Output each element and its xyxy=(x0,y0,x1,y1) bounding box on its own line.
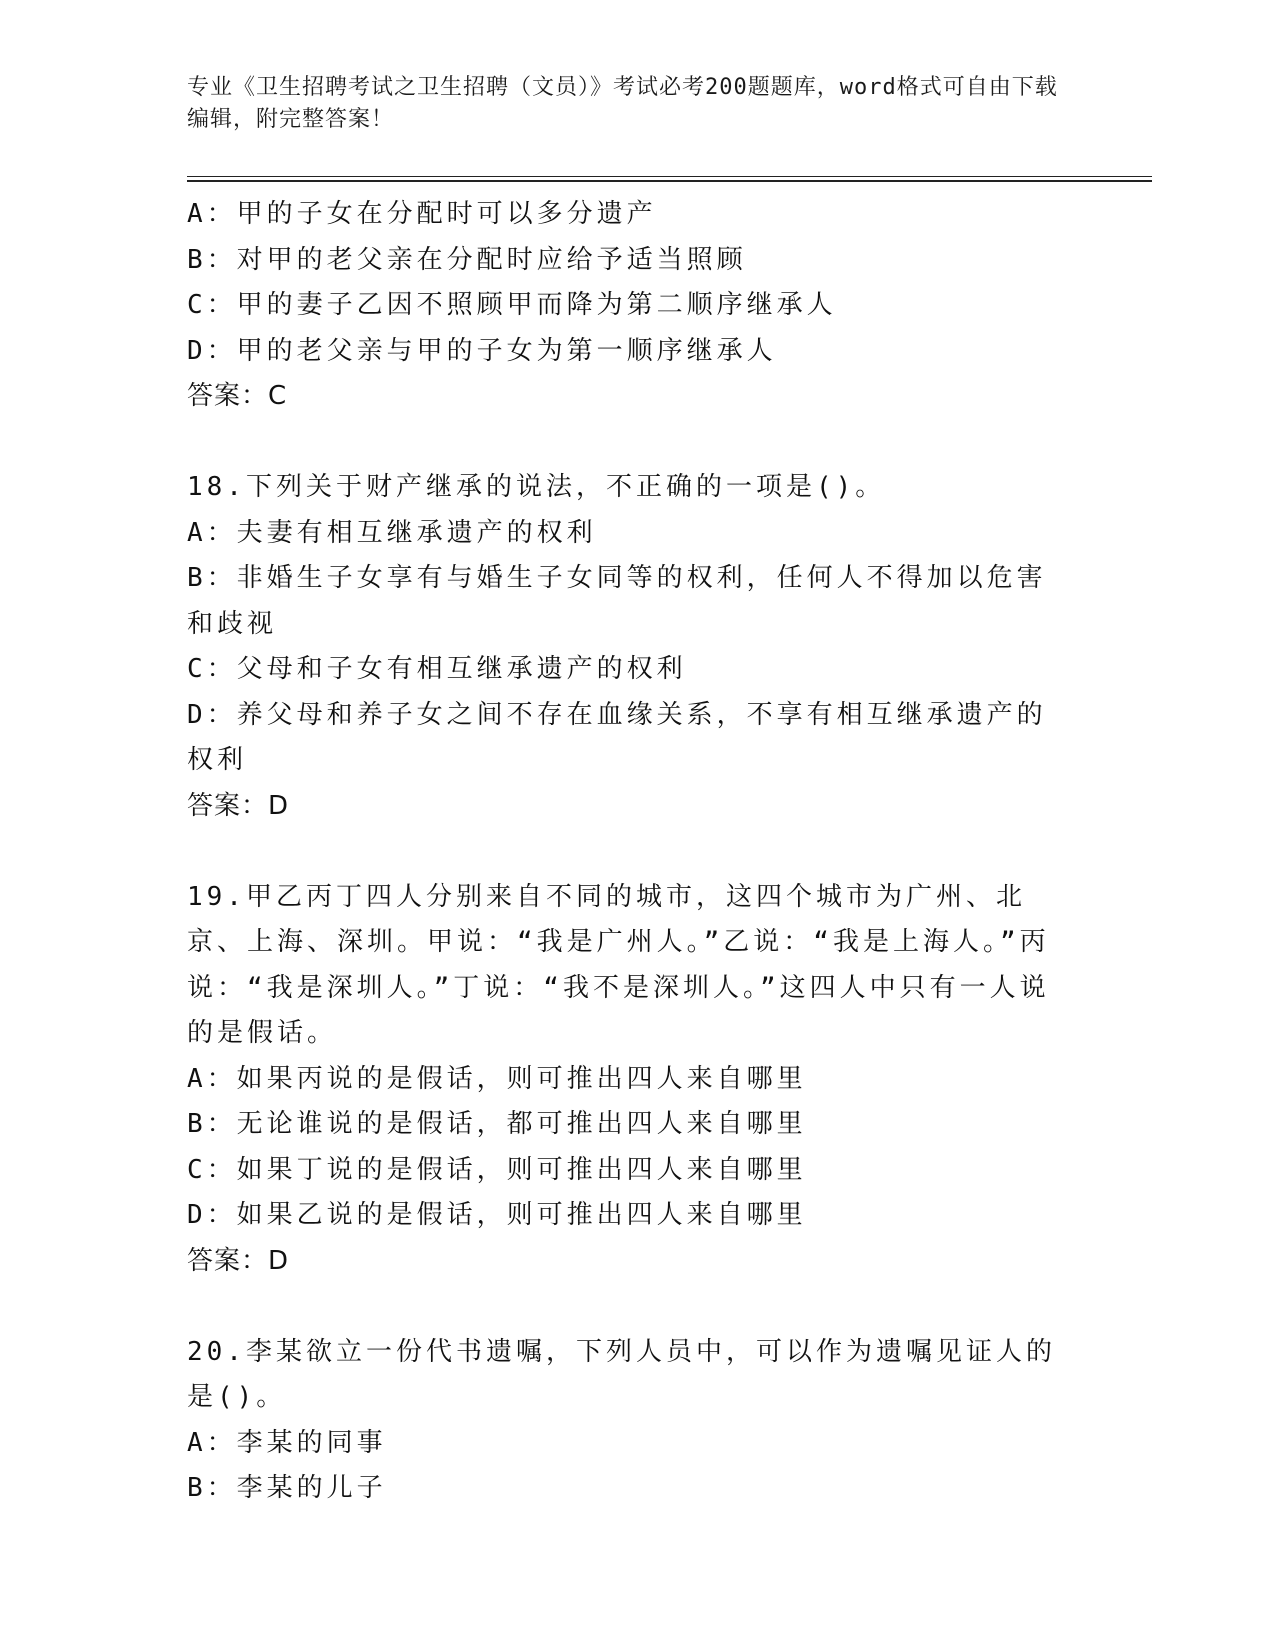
option-b: B：无论谁说的是假话，都可推出四人来自哪里 xyxy=(187,1109,807,1139)
option-a: A：甲的子女在分配时可以多分遗产 xyxy=(187,199,657,229)
question-text: 19.甲乙丙丁四人分别来自不同的城市，这四个城市为广州、北京、上海、深圳。甲说：“我是广州人。”乙说：“我是上海人。”丙说：“我是深圳人。”丁说：“我不是深圳人。”这四人中只有一人说的是假话。 xyxy=(187,881,1050,1048)
question-content xyxy=(187,192,1067,1512)
option-d: D：养父母和养子女之间不存在血缘关系，不享有相互继承遗产的权利 xyxy=(187,699,1047,775)
document-header: 专业《卫生招聘考试之卫生招聘（文员）》考试必考200题题库，word格式可自由下载编辑，附完整答案！ xyxy=(187,75,1058,132)
option-b: B：李某的儿子 xyxy=(187,1473,387,1503)
question-18-block xyxy=(187,465,1067,829)
spacer xyxy=(187,420,1067,466)
spacer xyxy=(187,1284,1067,1330)
header-divider-thin xyxy=(187,176,1152,177)
question-19-block xyxy=(187,875,1067,1285)
option-c: C：如果丁说的是假话，则可推出四人来自哪里 xyxy=(187,1154,807,1185)
option-a: A：李某的同事 xyxy=(187,1427,387,1458)
question-text: 18.下列关于财产继承的说法，不正确的一项是()。 xyxy=(187,472,886,502)
option-b: B：对甲的老父亲在分配时应给予适当照顾 xyxy=(187,244,747,275)
question-17-block xyxy=(187,192,1067,420)
option-d: D：甲的老父亲与甲的子女为第一顺序继承人 xyxy=(187,335,777,366)
question-20-block xyxy=(187,1330,1067,1512)
spacer xyxy=(187,829,1067,875)
answer-line: 答案：D xyxy=(187,790,290,821)
option-a: A：夫妻有相互继承遗产的权利 xyxy=(187,517,597,548)
option-a: A：如果丙说的是假话，则可推出四人来自哪里 xyxy=(187,1063,807,1094)
answer-line: 答案：C xyxy=(187,381,288,411)
answer-line: 答案：D xyxy=(187,1245,290,1276)
option-c: C：父母和子女有相互继承遗产的权利 xyxy=(187,654,687,684)
question-text: 20.李某欲立一份代书遗嘱，下列人员中，可以作为遗嘱见证人的是()。 xyxy=(187,1336,1056,1412)
option-c: C：甲的妻子乙因不照顾甲而降为第二顺序继承人 xyxy=(187,290,837,320)
header-divider-thick xyxy=(187,180,1152,182)
option-d: D：如果乙说的是假话，则可推出四人来自哪里 xyxy=(187,1200,807,1230)
option-b: B：非婚生子女享有与婚生子女同等的权利，任何人不得加以危害和歧视 xyxy=(187,563,1047,639)
